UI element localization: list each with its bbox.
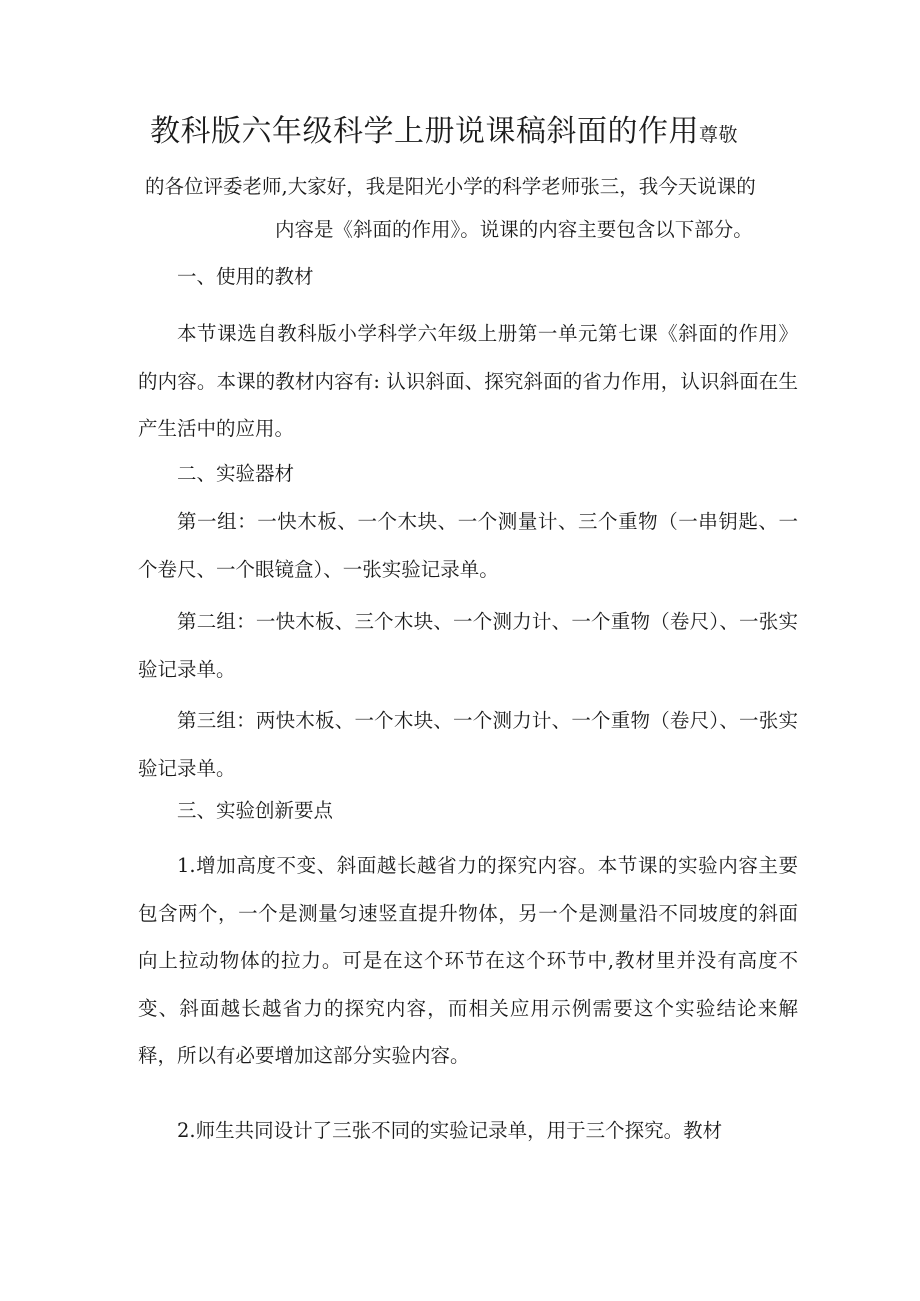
paragraph-point-2: 2.师生共同设计了三张不同的实验记录单，用于三个探究。教材 xyxy=(177,1119,723,1142)
intro-line-1: 的各位评委老师,大家好，我是阳光小学的科学老师张三，我今天说课的 xyxy=(145,175,756,198)
paragraph-group-1: 第一组：一快木板、一个木块、一个测量计、三个重物（一串钥匙、一个卷尺、一个眼镜盒）、一张实验记录单。 xyxy=(138,510,798,581)
section-heading-equipment: 二、实验器材 xyxy=(177,462,295,485)
paragraph-group-2: 第二组：一快木板、三个木块、一个测力计、一个重物（卷尺）、一张实验记录单。 xyxy=(138,610,798,681)
section-heading-innovation: 三、实验创新要点 xyxy=(177,799,334,822)
section-heading-materials: 一、使用的教材 xyxy=(177,265,314,288)
paragraph-point-1: 1.增加高度不变、斜面越长越省力的探究内容。本节课的实验内容主要包含两个，一个是测量匀速竖直提升物体，另一个是测量沿不同坡度的斜面向上拉动物体的拉力。可是在这个环节在这个环节中,教材里并没有高度不变、斜面越长越省力的探究内容，而相关应用示例需要这个实验结论来解释，所以有必要增加这部分实验内容。 xyxy=(138,854,798,1067)
intro-line-2: 内容是《斜面的作用》。说课的内容主要包含以下部分。 xyxy=(275,218,753,241)
document-title xyxy=(150,112,790,155)
paragraph-group-3: 第三组：两快木板、一个木块、一个测力计、一个重物（卷尺）、一张实验记录单。 xyxy=(138,709,798,780)
title-main: 教科版六年级科学上册说课稿斜面的作用 xyxy=(150,114,699,149)
title-tail: 尊敬 xyxy=(699,124,739,146)
paragraph-textbook: 本节课选自教科版小学科学六年级上册第一单元第七课《斜面的作用》的内容。本课的教材内容有: 认识斜面、探究斜面的省力作用，认识斜面在生产生活中的应用。 xyxy=(138,322,798,440)
